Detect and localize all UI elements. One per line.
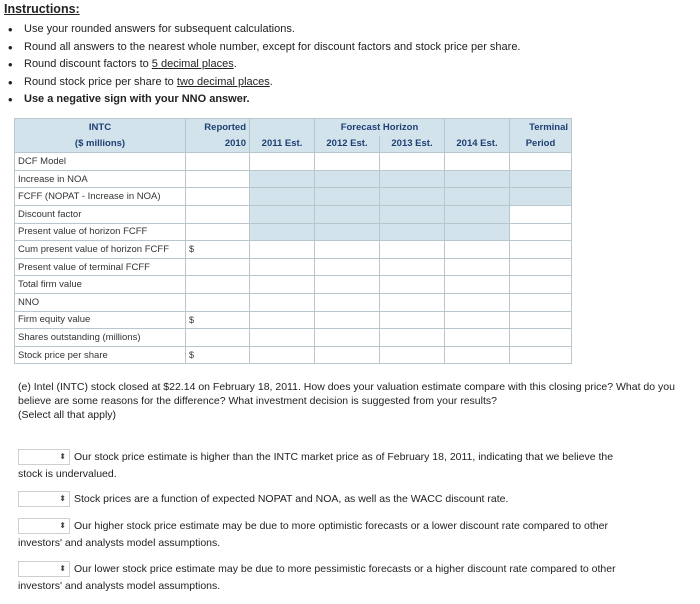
input-cell[interactable]	[250, 205, 315, 223]
table-row	[15, 311, 572, 329]
option-select[interactable]	[18, 491, 70, 507]
question-block	[18, 380, 688, 422]
dollar-sign[interactable]: $	[186, 346, 250, 364]
header-units: ($ millions)	[15, 136, 186, 153]
option-lower-estimate: ⬍ Our lower stock price estimate may be due to more pessimistic forecasts or a higher discount rate compared to other investors' and analysts model assumptions.	[18, 563, 616, 592]
header-2011: 2011 Est.	[250, 136, 315, 153]
row-label: Discount factor	[15, 205, 186, 223]
table-row	[15, 241, 572, 259]
input-cell[interactable]	[186, 276, 250, 294]
header-forecast-horizon: Forecast Horizon	[315, 119, 445, 136]
input-cell[interactable]	[445, 223, 510, 241]
dcf-table	[14, 118, 572, 364]
row-label: FCFF (NOPAT - Increase in NOA)	[15, 188, 186, 206]
table-row	[15, 346, 572, 364]
option-stock-prices-function: ⬍ Stock prices are a function of expected NOPAT and NOA, as well as the WACC discount rate.	[18, 491, 688, 508]
row-label: Shares outstanding (millions)	[15, 329, 186, 347]
bullet-icon: •	[8, 22, 13, 37]
instructions-list	[8, 21, 521, 109]
table-row	[15, 170, 572, 188]
instructions-title: Instructions:	[4, 2, 80, 16]
input-cell[interactable]	[250, 188, 315, 206]
select-arrows-icon: ⬍	[59, 521, 66, 531]
input-cell[interactable]	[315, 170, 380, 188]
bullet-icon: •	[8, 39, 13, 55]
input-cell[interactable]	[380, 205, 445, 223]
instruction-item: • Round stock price per share to two decimal places.	[8, 74, 273, 90]
table-row	[15, 205, 572, 223]
header-2014: 2014 Est.	[445, 136, 510, 153]
row-label: Present value of horizon FCFF	[15, 223, 186, 241]
table-row	[15, 188, 572, 206]
header-2012: 2012 Est.	[315, 136, 380, 153]
select-arrows-icon: ⬍	[59, 494, 66, 504]
select-arrows-icon: ⬍	[59, 564, 66, 574]
table-row	[15, 258, 572, 276]
instruction-item: • Round all answers to the nearest whole number, except for discount factors and stock price per share.	[8, 39, 521, 55]
select-arrows-icon: ⬍	[59, 452, 66, 462]
table-row	[15, 153, 572, 171]
row-label: Total firm value	[15, 276, 186, 294]
instruction-item: • Round discount factors to 5 decimal places.	[8, 57, 237, 72]
table-row	[15, 329, 572, 347]
row-label: Stock price per share	[15, 346, 186, 364]
question-instruction: (Select all that apply)	[18, 409, 117, 421]
option-undervalued: ⬍ Our stock price estimate is higher than the INTC market price as of February 18, 2011, indicating that we believe the stock is undervalued.	[18, 451, 614, 480]
question-text: (e) Intel (INTC) stock closed at $22.14 on February 18, 2011. How does your valuation estimate compare with this closing price? What do you believe are some reasons for the difference? What investment decision is suggested from your results?	[18, 381, 675, 407]
input-cell[interactable]	[250, 223, 315, 241]
header-2013: 2013 Est.	[380, 136, 445, 153]
bullet-icon: •	[8, 74, 13, 90]
header-company: INTC	[15, 119, 186, 136]
input-cell[interactable]	[445, 170, 510, 188]
input-cell[interactable]	[186, 329, 250, 347]
input-cell[interactable]	[445, 205, 510, 223]
row-label: DCF Model	[15, 153, 186, 171]
bullet-icon: •	[8, 92, 13, 107]
option-select[interactable]	[18, 518, 70, 534]
input-cell[interactable]	[510, 188, 572, 206]
row-label: Cum present value of horizon FCFF	[15, 241, 186, 259]
row-label: Firm equity value	[15, 311, 186, 329]
input-cell[interactable]	[380, 223, 445, 241]
row-label: Present value of terminal FCFF	[15, 258, 186, 276]
input-cell[interactable]	[315, 223, 380, 241]
table-row	[15, 276, 572, 294]
header-reported: Reported	[186, 119, 250, 136]
bullet-icon: •	[8, 57, 13, 72]
row-label: Increase in NOA	[15, 170, 186, 188]
input-cell[interactable]	[186, 258, 250, 276]
option-select[interactable]	[18, 449, 70, 465]
input-cell[interactable]	[186, 293, 250, 311]
input-cell[interactable]	[315, 188, 380, 206]
input-cell[interactable]	[250, 170, 315, 188]
option-select[interactable]	[18, 561, 70, 577]
header-period: Period	[510, 136, 572, 153]
option-higher-estimate: ⬍ Our higher stock price estimate may be due to more optimistic forecasts or a lower discount rate compared to other investors' and analysts model assumptions.	[18, 520, 608, 549]
input-cell[interactable]	[510, 170, 572, 188]
instruction-item: • Use a negative sign with your NNO answer.	[8, 92, 250, 107]
instruction-item: • Use your rounded answers for subsequent calculations.	[8, 22, 295, 37]
table-row	[15, 223, 572, 241]
input-cell[interactable]	[445, 188, 510, 206]
input-cell[interactable]	[380, 170, 445, 188]
row-label: NNO	[15, 293, 186, 311]
input-cell[interactable]	[380, 188, 445, 206]
header-reported-year: 2010	[186, 136, 250, 153]
table-row	[15, 293, 572, 311]
dollar-sign[interactable]: $	[186, 241, 250, 259]
dollar-sign[interactable]: $	[186, 311, 250, 329]
header-terminal: Terminal	[510, 119, 572, 136]
input-cell[interactable]	[315, 205, 380, 223]
